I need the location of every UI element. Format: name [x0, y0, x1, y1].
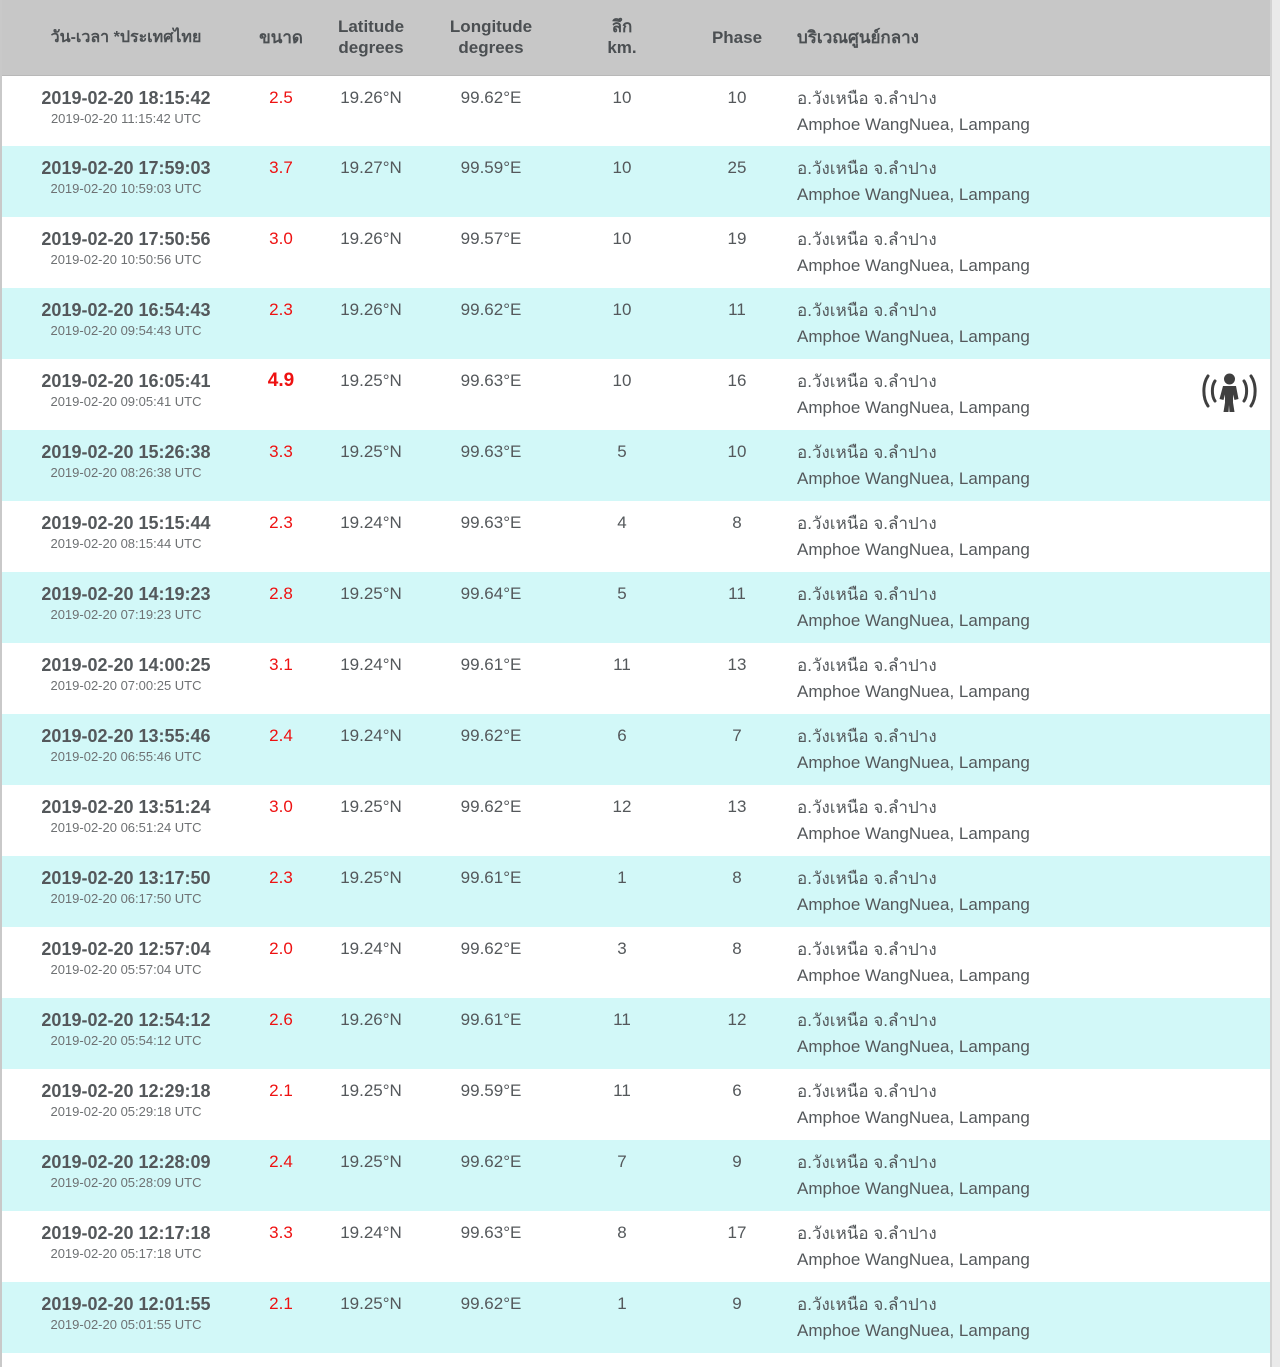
cell-magnitude: [250, 927, 312, 998]
magnitude-value: 2.8: [269, 584, 293, 603]
earthquake-rows: [2, 75, 1270, 1353]
table-row[interactable]: [2, 714, 1270, 785]
latitude-value: 19.25°N: [340, 868, 402, 887]
longitude-value: 99.59°E: [460, 1081, 522, 1100]
region-thai: อ.วังเหนือ จ.ลำปาง: [797, 301, 937, 320]
header-datetime: วัน-เวลา *ประเทศไทย: [2, 0, 250, 75]
region-thai: อ.วังเหนือ จ.ลำปาง: [797, 230, 937, 249]
cell-magnitude: [250, 501, 312, 572]
table-row[interactable]: [2, 75, 1270, 146]
depth-value: 8: [617, 1223, 627, 1242]
cell-datetime: [2, 1140, 250, 1211]
magnitude-value: 2.3: [269, 868, 293, 887]
phase-value: 9: [732, 1294, 742, 1313]
table-header: [2, 0, 1270, 75]
region-thai: อ.วังเหนือ จ.ลำปาง: [797, 940, 937, 959]
region-thai: อ.วังเหนือ จ.ลำปาง: [797, 1295, 937, 1314]
table-row[interactable]: [2, 998, 1270, 1069]
region-thai: อ.วังเหนือ จ.ลำปาง: [797, 1153, 937, 1172]
region-thai: อ.วังเหนือ จ.ลำปาง: [797, 585, 937, 604]
cell-datetime: [2, 856, 250, 927]
cell-region: [782, 217, 1270, 288]
cell-magnitude: [250, 1211, 312, 1282]
cell-region: [782, 501, 1270, 572]
table-row[interactable]: [2, 501, 1270, 572]
phase-value: 10: [727, 87, 747, 107]
utc-datetime: 2019-02-20 07:19:23 UTC: [50, 607, 202, 622]
phase-value: 6: [732, 1081, 742, 1100]
cell-datetime: [2, 146, 250, 217]
local-datetime: 2019-02-20 13:17:50: [41, 868, 211, 888]
header-phase: Phase: [692, 0, 782, 75]
longitude-value: 99.64°E: [460, 584, 522, 603]
longitude-value: 99.61°E: [460, 868, 522, 887]
table-row[interactable]: [2, 1069, 1270, 1140]
local-datetime: 2019-02-20 12:54:12: [41, 1010, 211, 1030]
table-row[interactable]: [2, 785, 1270, 856]
cell-magnitude: [250, 217, 312, 288]
utc-datetime: 2019-02-20 07:00:25 UTC: [50, 678, 202, 693]
local-datetime: 2019-02-20 13:55:46: [41, 726, 211, 746]
longitude-value: 99.62°E: [460, 87, 522, 107]
table-row[interactable]: [2, 359, 1270, 430]
latitude-value: 19.24°N: [340, 1223, 402, 1242]
longitude-value: 99.63°E: [460, 1223, 522, 1242]
depth-value: 10: [612, 300, 632, 319]
latitude-value: 19.26°N: [340, 87, 402, 107]
longitude-value: 99.61°E: [460, 655, 522, 674]
cell-region: [782, 998, 1270, 1069]
cell-datetime: [2, 1282, 250, 1353]
phase-value: 16: [727, 371, 747, 390]
cell-magnitude: [250, 430, 312, 501]
cell-datetime: [2, 572, 250, 643]
longitude-value: 99.63°E: [460, 442, 522, 461]
region-thai: อ.วังเหนือ จ.ลำปาง: [797, 443, 937, 462]
magnitude-value: 2.3: [269, 513, 293, 532]
phase-value: 8: [732, 513, 742, 532]
earthquake-table: [2, 0, 1270, 1353]
region-english: Amphoe WangNuea, Lampang: [797, 398, 1030, 417]
region-english: Amphoe WangNuea, Lampang: [797, 256, 1030, 275]
cell-region: [782, 359, 1270, 430]
cell-region: [782, 146, 1270, 217]
phase-value: 19: [727, 229, 747, 248]
region-english: Amphoe WangNuea, Lampang: [797, 824, 1030, 843]
region-thai: อ.วังเหนือ จ.ลำปาง: [797, 372, 937, 391]
region-thai: อ.วังเหนือ จ.ลำปาง: [797, 656, 937, 675]
cell-magnitude: [250, 643, 312, 714]
latitude-value: 19.25°N: [340, 1294, 402, 1313]
depth-value: 5: [617, 584, 627, 603]
utc-datetime: 2019-02-20 06:17:50 UTC: [50, 891, 202, 906]
cell-datetime: [2, 430, 250, 501]
depth-value: 11: [613, 1081, 631, 1100]
local-datetime: 2019-02-20 13:51:24: [41, 797, 211, 817]
header-latitude-line2: degrees: [338, 38, 404, 58]
cell-datetime: [2, 714, 250, 785]
phase-value: 25: [727, 158, 747, 177]
cell-magnitude: [250, 146, 312, 217]
utc-datetime: 2019-02-20 05:57:04 UTC: [50, 962, 202, 977]
phase-value: 13: [727, 797, 747, 816]
cell-region: [782, 75, 1270, 146]
cell-magnitude: [250, 1282, 312, 1353]
cell-magnitude: [250, 1140, 312, 1211]
cell-region: [782, 430, 1270, 501]
magnitude-value: 3.7: [269, 158, 293, 177]
table-row[interactable]: [2, 217, 1270, 288]
magnitude-value: 2.0: [269, 939, 293, 958]
phase-value: 8: [732, 868, 742, 887]
header-region: บริเวณศูนย์กลาง: [782, 0, 1270, 75]
region-thai: อ.วังเหนือ จ.ลำปาง: [797, 1224, 937, 1243]
region-english: Amphoe WangNuea, Lampang: [797, 469, 1030, 488]
cell-datetime: [2, 643, 250, 714]
region-english: Amphoe WangNuea, Lampang: [797, 1179, 1030, 1198]
depth-value: 10: [612, 158, 632, 177]
cell-datetime: [2, 501, 250, 572]
region-english: Amphoe WangNuea, Lampang: [797, 682, 1030, 701]
region-english: Amphoe WangNuea, Lampang: [797, 1321, 1030, 1340]
depth-value: 1: [617, 1294, 627, 1313]
cell-datetime: [2, 998, 250, 1069]
utc-datetime: 2019-02-20 09:54:43 UTC: [50, 323, 202, 338]
latitude-value: 19.24°N: [340, 655, 402, 674]
cell-magnitude: [250, 75, 312, 146]
region-english: Amphoe WangNuea, Lampang: [797, 114, 1030, 134]
local-datetime: 2019-02-20 16:05:41: [41, 371, 211, 391]
utc-datetime: 2019-02-20 09:05:41 UTC: [50, 394, 202, 409]
magnitude-value: 3.3: [269, 442, 293, 461]
local-datetime: 2019-02-20 15:26:38: [41, 442, 211, 462]
longitude-value: 99.62°E: [460, 797, 522, 816]
phase-value: 8: [732, 939, 742, 958]
region-thai: อ.วังเหนือ จ.ลำปาง: [797, 88, 937, 108]
utc-datetime: 2019-02-20 10:50:56 UTC: [50, 252, 202, 267]
cell-datetime: [2, 785, 250, 856]
cell-magnitude: [250, 998, 312, 1069]
header-magnitude: ขนาด: [250, 0, 312, 75]
header-latitude-line1: Latitude: [337, 17, 405, 37]
local-datetime: 2019-02-20 12:28:09: [41, 1152, 211, 1172]
latitude-value: 19.24°N: [340, 939, 402, 958]
cell-region: [782, 1140, 1270, 1211]
cell-magnitude: [250, 572, 312, 643]
cell-region: [782, 288, 1270, 359]
latitude-value: 19.25°N: [340, 442, 402, 461]
depth-value: 3: [617, 939, 627, 958]
utc-datetime: 2019-02-20 06:55:46 UTC: [50, 749, 202, 764]
local-datetime: 2019-02-20 14:00:25: [41, 655, 211, 675]
utc-datetime: 2019-02-20 05:17:18 UTC: [50, 1246, 202, 1261]
cell-magnitude: [250, 714, 312, 785]
utc-datetime: 2019-02-20 06:51:24 UTC: [50, 820, 202, 835]
utc-datetime: 2019-02-20 05:28:09 UTC: [50, 1175, 202, 1190]
header-longitude-line1: Longitude: [449, 17, 533, 37]
local-datetime: 2019-02-20 16:54:43: [41, 300, 211, 320]
region-english: Amphoe WangNuea, Lampang: [797, 966, 1030, 985]
depth-value: 5: [617, 442, 627, 461]
table-row[interactable]: [2, 572, 1270, 643]
region-thai: อ.วังเหนือ จ.ลำปาง: [797, 869, 937, 888]
header-longitude-line2: degrees: [458, 38, 524, 58]
table-row[interactable]: [2, 146, 1270, 217]
region-thai: อ.วังเหนือ จ.ลำปาง: [797, 1011, 937, 1030]
cell-datetime: [2, 288, 250, 359]
cell-datetime: [2, 217, 250, 288]
longitude-value: 99.63°E: [460, 513, 522, 532]
longitude-value: 99.57°E: [460, 229, 522, 248]
local-datetime: 2019-02-20 15:15:44: [41, 513, 211, 533]
cell-region: [782, 643, 1270, 714]
region-thai: อ.วังเหนือ จ.ลำปาง: [797, 1082, 937, 1101]
latitude-value: 19.26°N: [340, 300, 402, 319]
region-english: Amphoe WangNuea, Lampang: [797, 611, 1030, 630]
longitude-value: 99.62°E: [460, 939, 522, 958]
utc-datetime: 2019-02-20 05:54:12 UTC: [50, 1033, 202, 1048]
depth-value: 4: [617, 513, 627, 532]
cell-region: [782, 572, 1270, 643]
latitude-value: 19.25°N: [340, 797, 402, 816]
table-row[interactable]: [2, 643, 1270, 714]
latitude-value: 19.27°N: [340, 158, 402, 177]
longitude-value: 99.61°E: [460, 1010, 522, 1029]
cell-datetime: [2, 1211, 250, 1282]
local-datetime: 2019-02-20 17:59:03: [41, 158, 211, 178]
utc-datetime: 2019-02-20 05:01:55 UTC: [50, 1317, 202, 1332]
region-thai: อ.วังเหนือ จ.ลำปาง: [797, 727, 937, 746]
longitude-value: 99.62°E: [460, 1294, 522, 1313]
cell-datetime: [2, 359, 250, 430]
phase-value: 13: [727, 655, 747, 674]
cell-magnitude: [250, 359, 312, 430]
latitude-value: 19.24°N: [340, 726, 402, 745]
magnitude-value: 2.1: [269, 1081, 293, 1100]
cell-datetime: [2, 927, 250, 998]
local-datetime: 2019-02-20 12:57:04: [41, 939, 211, 959]
cell-datetime: [2, 75, 250, 146]
phase-value: 7: [732, 726, 742, 745]
table-row[interactable]: [2, 856, 1270, 927]
utc-datetime: 2019-02-20 05:29:18 UTC: [50, 1104, 202, 1119]
region-english: Amphoe WangNuea, Lampang: [797, 540, 1030, 559]
depth-value: 11: [613, 655, 631, 674]
latitude-value: 19.25°N: [340, 1081, 402, 1100]
cell-region: [782, 1282, 1270, 1353]
local-datetime: 2019-02-20 18:15:42: [41, 87, 211, 108]
magnitude-value: 2.4: [269, 1152, 293, 1171]
local-datetime: 2019-02-20 14:19:23: [41, 584, 211, 604]
magnitude-value: 2.6: [269, 1010, 293, 1029]
depth-value: 10: [612, 229, 632, 248]
magnitude-value: 3.1: [269, 655, 293, 674]
local-datetime: 2019-02-20 12:01:55: [41, 1294, 211, 1314]
phase-value: 12: [727, 1010, 747, 1029]
depth-value: 7: [617, 1152, 627, 1171]
magnitude-value: 2.4: [269, 726, 293, 745]
header-depth-line1: ลึก: [611, 17, 633, 37]
cell-datetime: [2, 1069, 250, 1140]
region-thai: อ.วังเหนือ จ.ลำปาง: [797, 159, 937, 178]
magnitude-value: 3.3: [269, 1223, 293, 1242]
table-row[interactable]: [2, 1140, 1270, 1211]
magnitude-value: 2.5: [269, 87, 293, 107]
depth-value: 10: [612, 371, 632, 390]
region-english: Amphoe WangNuea, Lampang: [797, 185, 1030, 204]
longitude-value: 99.63°E: [460, 371, 522, 390]
local-datetime: 2019-02-20 17:50:56: [41, 229, 211, 249]
depth-value: 6: [617, 726, 627, 745]
region-english: Amphoe WangNuea, Lampang: [797, 753, 1030, 772]
cell-region: [782, 927, 1270, 998]
cell-magnitude: [250, 785, 312, 856]
region-thai: อ.วังเหนือ จ.ลำปาง: [797, 514, 937, 533]
header-longitude: [430, 0, 552, 75]
phase-value: 9: [732, 1152, 742, 1171]
cell-magnitude: [250, 856, 312, 927]
header-latitude: [312, 0, 430, 75]
depth-value: 10: [612, 87, 632, 107]
region-english: Amphoe WangNuea, Lampang: [797, 1250, 1030, 1269]
latitude-value: 19.26°N: [340, 229, 402, 248]
latitude-value: 19.25°N: [340, 584, 402, 603]
cell-region: [782, 714, 1270, 785]
felt-report-icon[interactable]: [1201, 370, 1258, 412]
cell-magnitude: [250, 1069, 312, 1140]
magnitude-value: 3.0: [269, 229, 293, 248]
phase-value: 10: [727, 442, 747, 461]
longitude-value: 99.62°E: [460, 1152, 522, 1171]
phase-value: 11: [728, 300, 746, 319]
region-english: Amphoe WangNuea, Lampang: [797, 1037, 1030, 1056]
table-row[interactable]: [2, 430, 1270, 501]
utc-datetime: 2019-02-20 10:59:03 UTC: [50, 181, 202, 196]
utc-datetime: 2019-02-20 11:15:42 UTC: [50, 110, 202, 126]
depth-value: 12: [612, 797, 632, 816]
magnitude-value: 3.0: [269, 797, 293, 816]
phase-value: 11: [728, 584, 746, 603]
magnitude-value: 2.1: [269, 1294, 293, 1313]
magnitude-value: 2.3: [269, 300, 293, 319]
depth-value: 11: [613, 1010, 631, 1029]
utc-datetime: 2019-02-20 08:26:38 UTC: [50, 465, 202, 480]
region-english: Amphoe WangNuea, Lampang: [797, 1108, 1030, 1127]
cell-magnitude: [250, 288, 312, 359]
phase-value: 17: [727, 1223, 747, 1242]
table-row[interactable]: [2, 288, 1270, 359]
cell-region: [782, 1069, 1270, 1140]
table-row[interactable]: [2, 1282, 1270, 1353]
table-row[interactable]: [2, 1211, 1270, 1282]
cell-region: [782, 856, 1270, 927]
depth-value: 1: [617, 868, 627, 887]
region-english: Amphoe WangNuea, Lampang: [797, 895, 1030, 914]
header-depth-line2: km.: [607, 38, 637, 58]
region-english: Amphoe WangNuea, Lampang: [797, 327, 1030, 346]
cell-region: [782, 1211, 1270, 1282]
latitude-value: 19.25°N: [340, 371, 402, 390]
latitude-value: 19.26°N: [340, 1010, 402, 1029]
latitude-value: 19.25°N: [340, 1152, 402, 1171]
longitude-value: 99.62°E: [460, 726, 522, 745]
local-datetime: 2019-02-20 12:29:18: [41, 1081, 211, 1101]
longitude-value: 99.59°E: [460, 158, 522, 177]
latitude-value: 19.24°N: [340, 513, 402, 532]
header-row: [2, 0, 1270, 75]
header-depth: [552, 0, 692, 75]
cell-region: [782, 785, 1270, 856]
table-row[interactable]: [2, 927, 1270, 998]
utc-datetime: 2019-02-20 08:15:44 UTC: [50, 536, 202, 551]
region-thai: อ.วังเหนือ จ.ลำปาง: [797, 798, 937, 817]
longitude-value: 99.62°E: [460, 300, 522, 319]
local-datetime: 2019-02-20 12:17:18: [41, 1223, 211, 1243]
magnitude-value: 4.9: [267, 370, 295, 391]
